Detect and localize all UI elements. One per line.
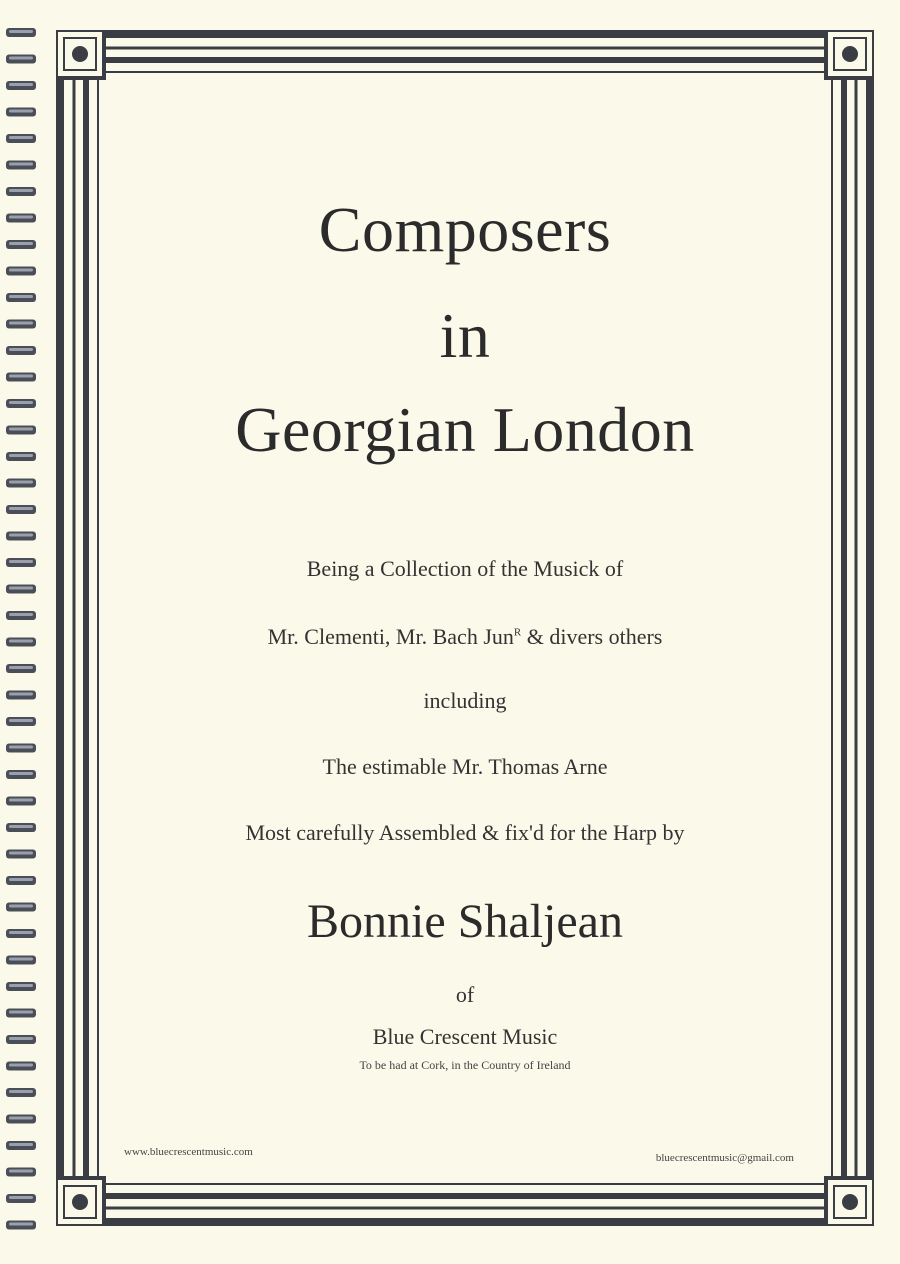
spiral-loop (6, 81, 36, 90)
subtitle-line-2-superscript: R (513, 626, 522, 639)
spiral-loop (6, 108, 36, 117)
spiral-loop (6, 1168, 36, 1177)
subtitle-line-3: including (423, 688, 507, 713)
spiral-loop (6, 240, 36, 249)
spiral-loop (6, 929, 36, 938)
subtitle-line-1: Being a Collection of the Musick of (306, 556, 624, 581)
subtitle-line-5: Most carefully Assembled & fix'd for the Harp by (245, 820, 685, 845)
publisher-name: Blue Crescent Music (372, 1024, 558, 1049)
corner-ornament-tl (56, 30, 104, 78)
title-line-2: in (439, 300, 491, 371)
spiral-loop (6, 320, 36, 329)
title-line-3: Georgian London (235, 394, 695, 465)
corner-ornament-br (826, 1178, 874, 1226)
spiral-binding (0, 0, 44, 1264)
spiral-loop (6, 532, 36, 541)
spiral-loop (6, 1009, 36, 1018)
spiral-loop (6, 373, 36, 382)
spiral-loop (6, 558, 36, 567)
of-label: of (455, 982, 475, 1007)
title-line-1: Composers (318, 194, 612, 265)
spiral-loop (6, 903, 36, 912)
subtitle-line-2-rest: & divers others (521, 624, 663, 649)
corner-ornament-bl (56, 1178, 104, 1226)
spiral-loop (6, 28, 36, 37)
spiral-loop (6, 1088, 36, 1097)
spiral-loop (6, 611, 36, 620)
spiral-loop (6, 956, 36, 965)
spiral-loop (6, 161, 36, 170)
spiral-loop (6, 1035, 36, 1044)
spiral-loop (6, 55, 36, 64)
spiral-loop (6, 505, 36, 514)
subtitle-line-4: The estimable Mr. Thomas Arne (322, 754, 608, 779)
author-name: Bonnie Shaljean (307, 895, 623, 948)
cover-content (110, 80, 820, 1176)
spiral-loop (6, 134, 36, 143)
spiral-loop (6, 452, 36, 461)
spiral-loop (6, 1115, 36, 1124)
spiral-loop (6, 214, 36, 223)
spiral-loop (6, 664, 36, 673)
subtitle-line-2 (110, 626, 820, 648)
corner-ornament-tr (826, 30, 874, 78)
spiral-loop (6, 399, 36, 408)
spiral-loop (6, 187, 36, 196)
spiral-loop (6, 850, 36, 859)
spiral-loop (6, 426, 36, 435)
spiral-loop (6, 717, 36, 726)
publisher-place: To be had at Cork, in the Country of Ireland (359, 1058, 571, 1072)
spiral-loop (6, 744, 36, 753)
website-text: www.bluecrescentmusic.com (124, 1146, 253, 1158)
spiral-loop (6, 797, 36, 806)
spiral-loop (6, 770, 36, 779)
spiral-loop (6, 823, 36, 832)
spiral-loop (6, 1194, 36, 1203)
spiral-loop (6, 982, 36, 991)
spiral-loop (6, 267, 36, 276)
spiral-loop (6, 1141, 36, 1150)
spiral-loop (6, 1062, 36, 1071)
spiral-loop (6, 691, 36, 700)
spiral-loop (6, 479, 36, 488)
spiral-loop (6, 293, 36, 302)
email-text: bluecrescentmusic@gmail.com (655, 1152, 794, 1164)
spiral-loop (6, 346, 36, 355)
subtitle-line-2-main: Mr. Clementi, Mr. Bach Jun (267, 624, 514, 649)
spiral-loop (6, 1221, 36, 1230)
spiral-loop (6, 638, 36, 647)
spiral-loop (6, 585, 36, 594)
spiral-loop (6, 876, 36, 885)
